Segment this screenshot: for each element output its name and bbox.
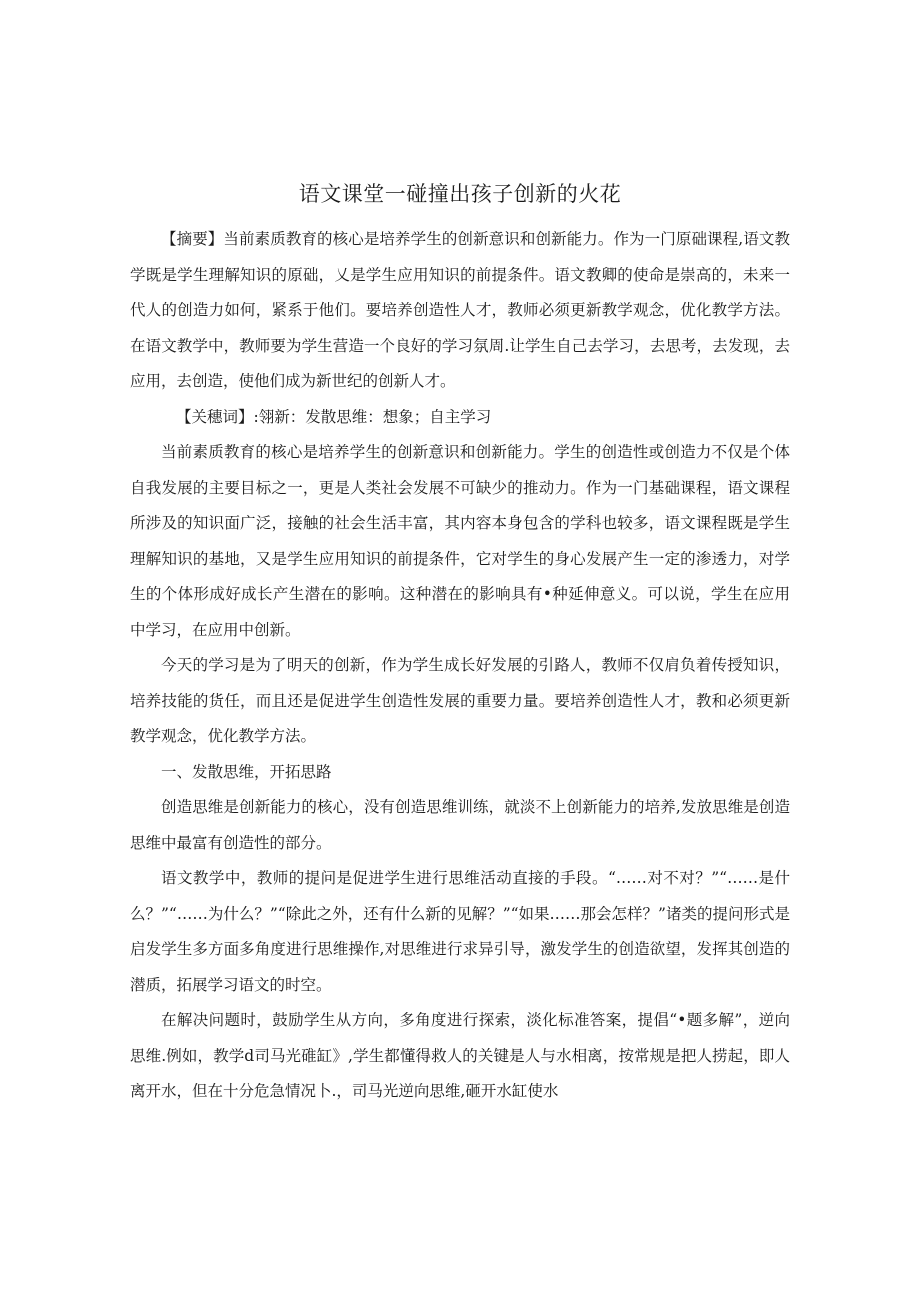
body-paragraph: 今天的学习是为了明天的创新，作为学生成长好发展的引路人，教师不仅肩负着传授知识，培养技能的货任，而且还是促进学生创造性发展的重要力量。要培养创造性人才，教和必须更新教学观念，优化教学方法。 [130, 656, 790, 745]
abstract-paragraph: 【摘要】当前素质教育的核心是培养学生的创新意识和创新能力。作为一门原础课程,语文教学既是学生理解知识的原础，乂是学生应用知识的前提条件。语文教卿的使命是崇高的，未来一代人的创造力如何，紧系于他们。要培养创造性人才，教师必须更新教学观念，优化教学方法。在语文教学中，教师要为学生营造一个良好的学习氛周.让学生自己去学习，去思考，去发现，去应用，去创造，使他们成为新世纪的创新人才。 [130, 230, 790, 390]
body-paragraph: 在解决问题时，鼓励学生从方向，多角度进行探索，淡化标准答案，提倡“•题多解”，逆向思维.例如，教学d司马光碓缸》,学生都懂得救人的关键是人与水相离，按常规是把人捞起，即人离开水，但在十分危急情况卜.，司马光逆向思维,砸开水缸使水 [130, 1011, 790, 1100]
section-heading: 一、发散思维，开拓思路 [161, 762, 332, 781]
document-title: 语文课堂一碰撞出孩子创新的火花 [298, 182, 622, 206]
body-paragraph: 当前素质教育的核心是培养学生的创新意识和创新能力。学生的创造性或创造力不仅是个体自我发展的主要目标之一，更是人类社会发展不可缺少的推动力。作为一门基础课程，语文课程所涉及的知识面广泛，接触的社会生活丰富，其内容本身包含的学科也较多，语文课程既是学生理解知识的基地，又是学生应用知识的前提条件，它对学生的身心发展产生一定的渗透力，对学生的个体形成好成长产生潜在的影响。这种潜在的影响具有•种延伸意义。可以说，学生在应用中学习，在应用中创新。 [130, 443, 790, 639]
body-paragraph: 语文教学中，教师的提问是促进学生进行思维活动直接的手段。“……对不对？”“……是什么？”“……为什么？”“除此之外，还有什么新的见解？”“如果……那会怎样？”诸类的提问形式是启发学生多方面多角度进行思维操作,对思维进行求异引导，激发学生的创造欲望，发挥其创造的潜质，拓展学习语文的时空。 [130, 869, 790, 994]
document-page [130, 170, 790, 1110]
keywords-paragraph: 【关穗词】:翎新：发散思维：想象；自主学习 [176, 407, 492, 426]
body-paragraph: 创造思维是创新能力的核心，没有创造思维训练，就淡不上创新能力的培养,发放思维是创造思维中最富有创造性的部分。 [130, 798, 790, 852]
